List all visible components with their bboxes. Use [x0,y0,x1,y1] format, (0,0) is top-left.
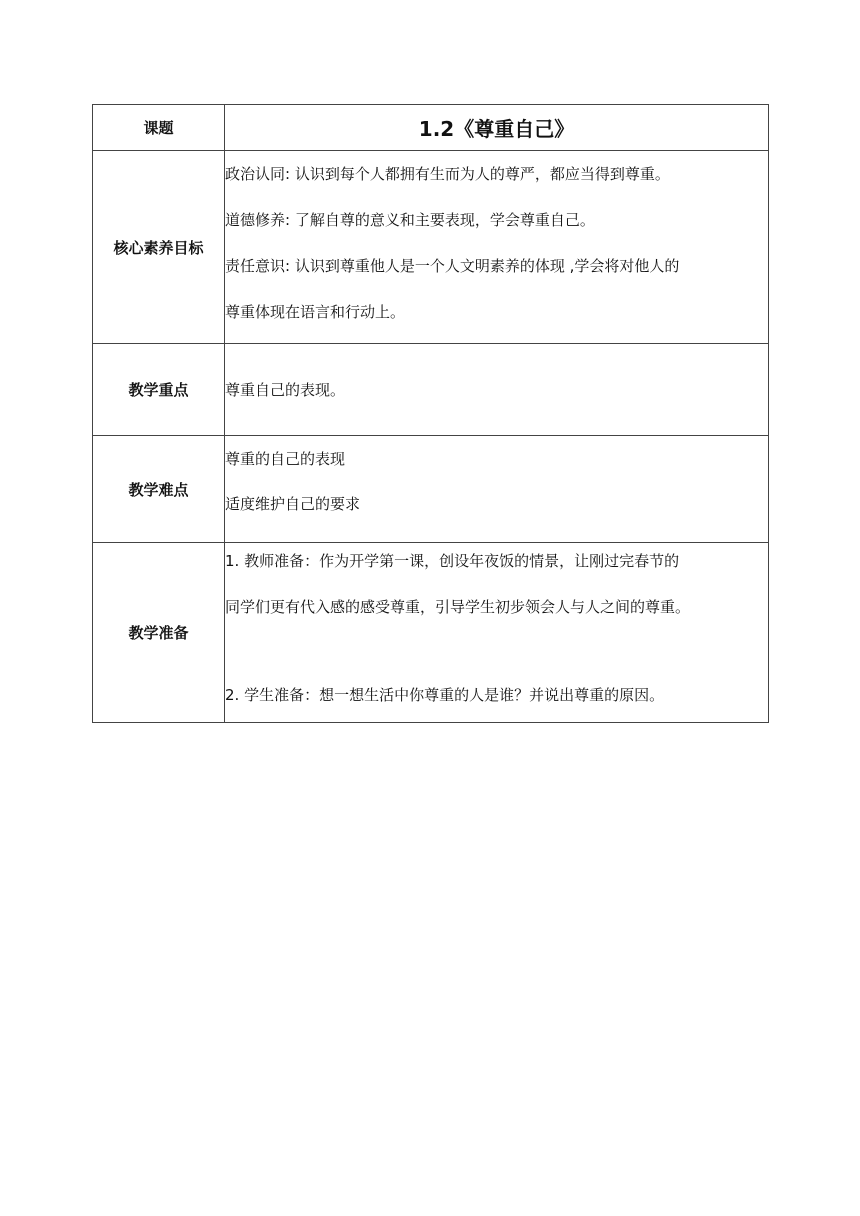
preparation-teacher-line: 1. 教师准备：作为开学第一课，创设年夜饭的情景，让刚过完春节的 [225,551,680,570]
title-row [93,105,769,151]
difficulty-row [93,436,769,543]
title-label: 课题 [93,105,225,151]
core-line-responsibility-cont: 尊重体现在语言和行动上。 [225,303,406,321]
difficulty-line-2: 适度维护自己的要求 [225,495,361,513]
difficulty-label: 教学难点 [93,436,225,543]
preparation-teacher-line-cont: 同学们更有代入感的感受尊重，引导学生初步领会人与人之间的尊重。 [225,597,691,616]
preparation-student-line: 2. 学生准备：想一想生活中你尊重的人是谁？并说出尊重的原因。 [225,685,665,704]
lesson-title: 1.2《尊重自己》 [225,105,769,151]
difficulty-line-1: 尊重的自己的表现 [225,450,346,468]
preparation-row [93,543,769,723]
preparation-label: 教学准备 [93,543,225,723]
difficulty-content [225,436,769,543]
key-point-text: 尊重自己的表现。 [225,344,769,436]
core-competency-content [225,151,769,344]
core-competency-label: 核心素养目标 [93,151,225,344]
key-point-row [93,344,769,436]
core-line-political: 政治认同: 认识到每个人都拥有生而为人的尊严，都应当得到尊重。 [225,165,670,183]
lesson-plan-table [92,104,769,723]
core-line-moral: 道德修养: 了解自尊的意义和主要表现，学会尊重自己。 [225,211,595,229]
core-competency-row [93,151,769,344]
key-point-label: 教学重点 [93,344,225,436]
preparation-content [225,543,769,723]
core-line-responsibility: 责任意识: 认识到尊重他人是一个人文明素养的体现 ,学会将对他人的 [225,257,680,275]
